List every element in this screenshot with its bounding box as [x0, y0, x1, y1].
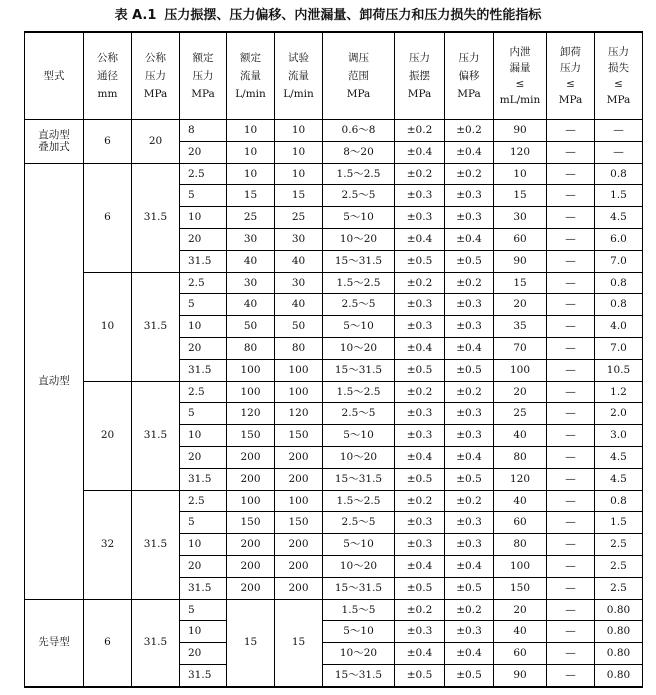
- rated-pressure-cell: 10: [180, 207, 227, 229]
- header-internal-leakage: 内泄 漏量 ≤ mL/min: [494, 32, 547, 120]
- rated-pressure-cell: 31.5: [180, 250, 227, 272]
- rated-flow-cell: 40: [227, 250, 275, 272]
- rated-pressure-cell: 2.5: [180, 381, 227, 403]
- internal-leakage-cell: 150: [494, 577, 547, 599]
- rated-pressure-cell: 31.5: [180, 664, 227, 686]
- table-row: [25, 120, 643, 142]
- rated-pressure-cell: 20: [180, 228, 227, 250]
- rated-flow-cell: 100: [227, 490, 275, 512]
- pressure-offset-cell: ±0.4: [445, 446, 494, 468]
- unload-pressure-cell: —: [547, 185, 595, 207]
- internal-leakage-cell: 90: [494, 664, 547, 686]
- test-flow-cell: 40: [275, 294, 323, 316]
- rated-pressure-cell: 2.5: [180, 490, 227, 512]
- pressure-swing-cell: ±0.2: [395, 490, 445, 512]
- header-rated-flow: 额定 流量 L/min: [227, 32, 275, 120]
- unload-pressure-cell: —: [547, 228, 595, 250]
- pressure-range-cell: 0.6～8: [323, 120, 395, 142]
- unload-pressure-cell: —: [547, 577, 595, 599]
- header-pressure-loss: 压力 损失 ≤ MPa: [595, 32, 643, 120]
- pressure-range-cell: 10～20: [323, 555, 395, 577]
- test-flow-cell: 50: [275, 316, 323, 338]
- type-cell: 直动型: [25, 163, 84, 599]
- unload-pressure-cell: —: [547, 555, 595, 577]
- pressure-offset-cell: ±0.4: [445, 555, 494, 577]
- rated-flow-cell: 25: [227, 207, 275, 229]
- pressure-swing-cell: ±0.3: [395, 294, 445, 316]
- pressure-swing-cell: ±0.3: [395, 621, 445, 643]
- pressure-loss-cell: 0.80: [595, 643, 643, 665]
- rated-pressure-cell: 2.5: [180, 163, 227, 185]
- pressure-swing-cell: ±0.3: [395, 316, 445, 338]
- rated-flow-cell: 100: [227, 381, 275, 403]
- rated-flow-cell: 120: [227, 403, 275, 425]
- rated-pressure-cell: 10: [180, 425, 227, 447]
- pressure-loss-cell: 2.0: [595, 403, 643, 425]
- pressure-offset-cell: ±0.5: [445, 359, 494, 381]
- nominal-pressure-cell: 31.5: [132, 272, 180, 381]
- internal-leakage-cell: 20: [494, 599, 547, 621]
- table-title: [0, 4, 656, 23]
- rated-flow-cell: 200: [227, 534, 275, 556]
- rated-pressure-cell: 5: [180, 512, 227, 534]
- pressure-swing-cell: ±0.2: [395, 272, 445, 294]
- pressure-loss-cell: 0.80: [595, 664, 643, 686]
- unload-pressure-cell: —: [547, 316, 595, 338]
- pressure-loss-cell: 2.5: [595, 534, 643, 556]
- internal-leakage-cell: 60: [494, 643, 547, 665]
- table-row: [25, 163, 643, 185]
- test-flow-cell: 10: [275, 120, 323, 142]
- rated-flow-cell: 15: [227, 185, 275, 207]
- rated-flow-cell: 80: [227, 337, 275, 359]
- pressure-loss-cell: 0.80: [595, 621, 643, 643]
- rated-flow-cell: 200: [227, 555, 275, 577]
- pressure-offset-cell: ±0.5: [445, 250, 494, 272]
- pressure-loss-cell: 4.5: [595, 207, 643, 229]
- pressure-swing-cell: ±0.4: [395, 228, 445, 250]
- diameter-cell: 20: [84, 381, 132, 490]
- test-flow-cell: 100: [275, 490, 323, 512]
- pressure-offset-cell: ±0.5: [445, 577, 494, 599]
- pressure-range-cell: 1.5～5: [323, 599, 395, 621]
- internal-leakage-cell: 120: [494, 468, 547, 490]
- internal-leakage-cell: 100: [494, 359, 547, 381]
- pressure-offset-cell: ±0.2: [445, 272, 494, 294]
- pressure-swing-cell: ±0.2: [395, 163, 445, 185]
- rated-pressure-cell: 10: [180, 621, 227, 643]
- internal-leakage-cell: 30: [494, 207, 547, 229]
- pressure-offset-cell: ±0.3: [445, 207, 494, 229]
- rated-pressure-cell: 5: [180, 185, 227, 207]
- unload-pressure-cell: —: [547, 512, 595, 534]
- pressure-swing-cell: ±0.3: [395, 534, 445, 556]
- pressure-swing-cell: ±0.2: [395, 599, 445, 621]
- pressure-range-cell: 2.5～5: [323, 403, 395, 425]
- rated-flow-cell: 30: [227, 272, 275, 294]
- pressure-swing-cell: ±0.4: [395, 446, 445, 468]
- pressure-range-cell: 1.5～2.5: [323, 163, 395, 185]
- rated-flow-cell: 150: [227, 512, 275, 534]
- pressure-range-cell: 10～20: [323, 337, 395, 359]
- rated-pressure-cell: 8: [180, 120, 227, 142]
- internal-leakage-cell: 25: [494, 403, 547, 425]
- pressure-loss-cell: 0.8: [595, 272, 643, 294]
- test-flow-cell: 200: [275, 446, 323, 468]
- unload-pressure-cell: —: [547, 359, 595, 381]
- unload-pressure-cell: —: [547, 621, 595, 643]
- internal-leakage-cell: 60: [494, 228, 547, 250]
- test-flow-cell: 100: [275, 359, 323, 381]
- pressure-offset-cell: ±0.5: [445, 468, 494, 490]
- internal-leakage-cell: 20: [494, 294, 547, 316]
- pressure-loss-cell: 2.5: [595, 577, 643, 599]
- test-flow-cell: 25: [275, 207, 323, 229]
- test-flow-cell: 150: [275, 425, 323, 447]
- pressure-swing-cell: ±0.4: [395, 643, 445, 665]
- test-flow-cell: 100: [275, 381, 323, 403]
- rated-flow-cell: 10: [227, 163, 275, 185]
- rated-flow-cell: 150: [227, 425, 275, 447]
- pressure-offset-cell: ±0.2: [445, 163, 494, 185]
- test-flow-cell: 200: [275, 534, 323, 556]
- pressure-loss-cell: 7.0: [595, 250, 643, 272]
- unload-pressure-cell: —: [547, 163, 595, 185]
- rated-pressure-cell: 20: [180, 446, 227, 468]
- pressure-offset-cell: ±0.3: [445, 316, 494, 338]
- type-cell: 先导型: [25, 599, 84, 687]
- internal-leakage-cell: 70: [494, 337, 547, 359]
- table-row: [25, 272, 643, 294]
- rated-flow-cell: 10: [227, 120, 275, 142]
- table-number: 表 A.1: [114, 8, 157, 23]
- diameter-cell: 6: [84, 163, 132, 272]
- pressure-range-cell: 15～31.5: [323, 250, 395, 272]
- pressure-offset-cell: ±0.2: [445, 599, 494, 621]
- pressure-range-cell: 5～10: [323, 621, 395, 643]
- header-pressure-offset: 压力 偏移 MPa: [445, 32, 494, 120]
- diameter-cell: 32: [84, 490, 132, 599]
- pressure-loss-cell: 4.5: [595, 446, 643, 468]
- pressure-range-cell: 1.5～2.5: [323, 272, 395, 294]
- pressure-loss-cell: 0.8: [595, 163, 643, 185]
- pressure-swing-cell: ±0.3: [395, 185, 445, 207]
- internal-leakage-cell: 90: [494, 120, 547, 142]
- nominal-pressure-cell: 31.5: [132, 163, 180, 272]
- rated-flow-cell: 200: [227, 446, 275, 468]
- unload-pressure-cell: —: [547, 337, 595, 359]
- rated-flow-cell: 100: [227, 359, 275, 381]
- pressure-loss-cell: 4.0: [595, 316, 643, 338]
- test-flow-cell: 200: [275, 555, 323, 577]
- rated-flow-cell: 10: [227, 141, 275, 163]
- pressure-swing-cell: ±0.5: [395, 468, 445, 490]
- rated-pressure-cell: 20: [180, 643, 227, 665]
- internal-leakage-cell: 10: [494, 163, 547, 185]
- pressure-offset-cell: ±0.2: [445, 120, 494, 142]
- pressure-loss-cell: 1.2: [595, 381, 643, 403]
- pressure-offset-cell: ±0.3: [445, 512, 494, 534]
- pressure-loss-cell: 0.8: [595, 294, 643, 316]
- rated-flow-cell: 200: [227, 577, 275, 599]
- test-flow-cell: 200: [275, 577, 323, 599]
- test-flow-cell: 120: [275, 403, 323, 425]
- pressure-swing-cell: ±0.3: [395, 512, 445, 534]
- test-flow-cell: 10: [275, 141, 323, 163]
- pressure-range-cell: 1.5～2.5: [323, 381, 395, 403]
- type-label: 叠加式: [38, 141, 70, 154]
- test-flow-cell: 15: [275, 599, 323, 687]
- internal-leakage-cell: 40: [494, 490, 547, 512]
- internal-leakage-cell: 80: [494, 446, 547, 468]
- rated-pressure-cell: 31.5: [180, 468, 227, 490]
- unload-pressure-cell: —: [547, 403, 595, 425]
- pressure-loss-cell: 10.5: [595, 359, 643, 381]
- type-label: 直动型: [38, 128, 70, 141]
- pressure-loss-cell: 6.0: [595, 228, 643, 250]
- pressure-loss-cell: 1.5: [595, 185, 643, 207]
- pressure-offset-cell: ±0.4: [445, 643, 494, 665]
- pressure-loss-cell: 3.0: [595, 425, 643, 447]
- pressure-swing-cell: ±0.5: [395, 664, 445, 686]
- pressure-offset-cell: ±0.2: [445, 381, 494, 403]
- rated-flow-cell: 15: [227, 599, 275, 687]
- pressure-range-cell: 5～10: [323, 207, 395, 229]
- pressure-range-cell: 2.5～5: [323, 294, 395, 316]
- pressure-range-cell: 2.5～5: [323, 512, 395, 534]
- diameter-cell: 6: [84, 120, 132, 164]
- internal-leakage-cell: 15: [494, 272, 547, 294]
- pressure-range-cell: 2.5～5: [323, 185, 395, 207]
- unload-pressure-cell: —: [547, 250, 595, 272]
- pressure-swing-cell: ±0.2: [395, 120, 445, 142]
- table-body: [25, 120, 643, 687]
- rated-pressure-cell: 20: [180, 555, 227, 577]
- pressure-swing-cell: ±0.4: [395, 337, 445, 359]
- pressure-range-cell: 1.5～2.5: [323, 490, 395, 512]
- pressure-range-cell: 10～20: [323, 643, 395, 665]
- rated-pressure-cell: 5: [180, 403, 227, 425]
- table-row: [25, 599, 643, 621]
- pressure-range-cell: 5～10: [323, 316, 395, 338]
- header-unload-pressure: 卸荷 压力 ≤ MPa: [547, 32, 595, 120]
- test-flow-cell: 150: [275, 512, 323, 534]
- internal-leakage-cell: 15: [494, 185, 547, 207]
- unload-pressure-cell: —: [547, 599, 595, 621]
- pressure-loss-cell: —: [595, 120, 643, 142]
- internal-leakage-cell: 40: [494, 425, 547, 447]
- header-type: 型式: [25, 32, 84, 120]
- test-flow-cell: 30: [275, 272, 323, 294]
- rated-pressure-cell: 2.5: [180, 272, 227, 294]
- internal-leakage-cell: 90: [494, 250, 547, 272]
- pressure-swing-cell: ±0.5: [395, 250, 445, 272]
- pressure-range-cell: 15～31.5: [323, 359, 395, 381]
- test-flow-cell: 200: [275, 468, 323, 490]
- header-pressure-range: 调压 范围 MPa: [323, 32, 395, 120]
- pressure-range-cell: 15～31.5: [323, 577, 395, 599]
- pressure-swing-cell: ±0.5: [395, 359, 445, 381]
- diameter-cell: 6: [84, 599, 132, 687]
- header-test-flow: 试验 流量 L/min: [275, 32, 323, 120]
- table-row: [25, 490, 643, 512]
- header-row: [25, 32, 643, 120]
- unload-pressure-cell: —: [547, 381, 595, 403]
- rated-pressure-cell: 5: [180, 294, 227, 316]
- unload-pressure-cell: —: [547, 294, 595, 316]
- test-flow-cell: 10: [275, 163, 323, 185]
- pressure-loss-cell: 2.5: [595, 555, 643, 577]
- nominal-pressure-cell: 31.5: [132, 599, 180, 687]
- internal-leakage-cell: 120: [494, 141, 547, 163]
- rated-flow-cell: 40: [227, 294, 275, 316]
- unload-pressure-cell: —: [547, 534, 595, 556]
- unload-pressure-cell: —: [547, 141, 595, 163]
- pressure-swing-cell: ±0.3: [395, 425, 445, 447]
- unload-pressure-cell: —: [547, 272, 595, 294]
- pressure-swing-cell: ±0.4: [395, 555, 445, 577]
- pressure-loss-cell: 0.8: [595, 490, 643, 512]
- pressure-offset-cell: ±0.4: [445, 228, 494, 250]
- pressure-offset-cell: ±0.3: [445, 534, 494, 556]
- pressure-swing-cell: ±0.5: [395, 577, 445, 599]
- unload-pressure-cell: —: [547, 664, 595, 686]
- header-pressure-swing: 压力 振摆 MPa: [395, 32, 445, 120]
- pressure-offset-cell: ±0.3: [445, 425, 494, 447]
- unload-pressure-cell: —: [547, 207, 595, 229]
- pressure-range-cell: 5～10: [323, 425, 395, 447]
- pressure-loss-cell: —: [595, 141, 643, 163]
- pressure-offset-cell: ±0.2: [445, 490, 494, 512]
- pressure-offset-cell: ±0.4: [445, 337, 494, 359]
- unload-pressure-cell: —: [547, 425, 595, 447]
- rated-pressure-cell: 31.5: [180, 359, 227, 381]
- rated-pressure-cell: 10: [180, 316, 227, 338]
- pressure-loss-cell: 0.80: [595, 599, 643, 621]
- pressure-offset-cell: ±0.3: [445, 403, 494, 425]
- type-cell: [25, 120, 84, 164]
- nominal-pressure-cell: 31.5: [132, 381, 180, 490]
- unload-pressure-cell: —: [547, 643, 595, 665]
- rated-pressure-cell: 31.5: [180, 577, 227, 599]
- pressure-swing-cell: ±0.3: [395, 403, 445, 425]
- test-flow-cell: 15: [275, 185, 323, 207]
- pressure-range-cell: 15～31.5: [323, 664, 395, 686]
- nominal-pressure-cell: 20: [132, 120, 180, 164]
- rated-flow-cell: 200: [227, 468, 275, 490]
- rated-pressure-cell: 20: [180, 141, 227, 163]
- pressure-range-cell: 15～31.5: [323, 468, 395, 490]
- internal-leakage-cell: 100: [494, 555, 547, 577]
- pressure-range-cell: 8～20: [323, 141, 395, 163]
- diameter-cell: 10: [84, 272, 132, 381]
- header-nominal-pressure: 公称 压力 MPa: [132, 32, 180, 120]
- pressure-range-cell: 10～20: [323, 228, 395, 250]
- internal-leakage-cell: 40: [494, 621, 547, 643]
- pressure-range-cell: 10～20: [323, 446, 395, 468]
- table-row: [25, 381, 643, 403]
- pressure-offset-cell: ±0.3: [445, 621, 494, 643]
- internal-leakage-cell: 80: [494, 534, 547, 556]
- rated-pressure-cell: 20: [180, 337, 227, 359]
- rated-pressure-cell: 5: [180, 599, 227, 621]
- internal-leakage-cell: 60: [494, 512, 547, 534]
- unload-pressure-cell: —: [547, 120, 595, 142]
- performance-table: [24, 31, 643, 688]
- internal-leakage-cell: 35: [494, 316, 547, 338]
- pressure-offset-cell: ±0.3: [445, 294, 494, 316]
- unload-pressure-cell: —: [547, 468, 595, 490]
- test-flow-cell: 80: [275, 337, 323, 359]
- pressure-loss-cell: 1.5: [595, 512, 643, 534]
- nominal-pressure-cell: 31.5: [132, 490, 180, 599]
- pressure-offset-cell: ±0.4: [445, 141, 494, 163]
- pressure-loss-cell: 7.0: [595, 337, 643, 359]
- test-flow-cell: 40: [275, 250, 323, 272]
- pressure-range-cell: 5～10: [323, 534, 395, 556]
- header-nominal-diameter: 公称 通径 mm: [84, 32, 132, 120]
- header-rated-pressure: 额定 压力 MPa: [180, 32, 227, 120]
- pressure-swing-cell: ±0.2: [395, 381, 445, 403]
- pressure-offset-cell: ±0.3: [445, 185, 494, 207]
- test-flow-cell: 30: [275, 228, 323, 250]
- pressure-loss-cell: 4.5: [595, 468, 643, 490]
- rated-flow-cell: 50: [227, 316, 275, 338]
- table-caption: 压力振摆、压力偏移、内泄漏量、卸荷压力和压力损失的性能指标: [164, 8, 542, 23]
- rated-flow-cell: 30: [227, 228, 275, 250]
- pressure-swing-cell: ±0.4: [395, 141, 445, 163]
- unload-pressure-cell: —: [547, 490, 595, 512]
- unload-pressure-cell: —: [547, 446, 595, 468]
- pressure-offset-cell: ±0.5: [445, 664, 494, 686]
- internal-leakage-cell: 20: [494, 381, 547, 403]
- rated-pressure-cell: 10: [180, 534, 227, 556]
- pressure-swing-cell: ±0.3: [395, 207, 445, 229]
